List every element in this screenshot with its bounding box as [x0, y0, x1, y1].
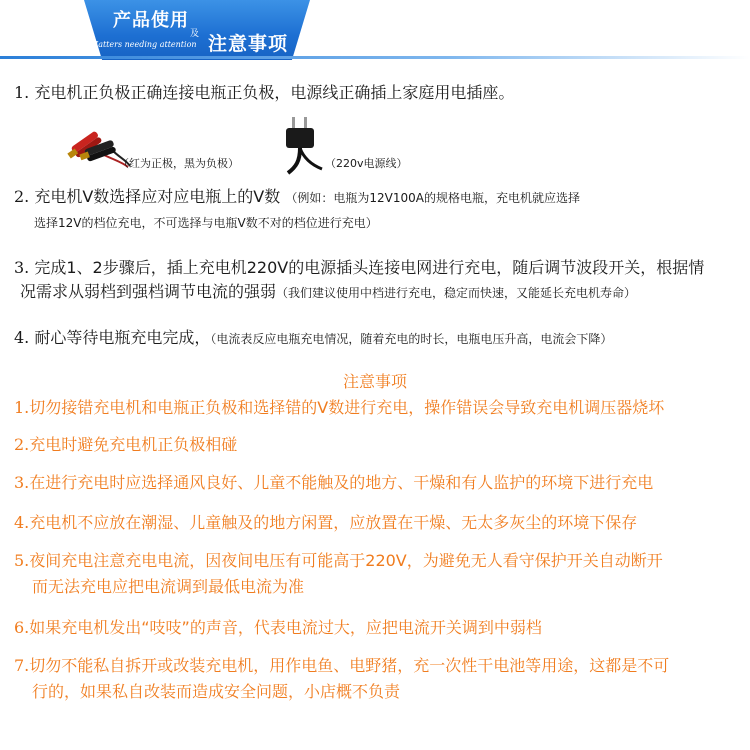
step-note: （例如：电瓶为12V100A的规格电瓶，充电机就应选择 — [285, 191, 580, 205]
header-amp: 及 — [190, 29, 200, 39]
notice-number: 7. — [14, 656, 30, 675]
notice-number: 6. — [14, 618, 30, 637]
usage-step-1 — [14, 81, 739, 105]
notice-item-3 — [14, 470, 739, 496]
notice-item-2 — [14, 432, 739, 458]
notice-number: 2. — [14, 435, 30, 454]
notice-text: 夜间充电注意充电电流，因夜间电压有可能高于220V，为避免无人看守保护开关自动断开 — [29, 551, 663, 570]
notice-item-5 — [14, 548, 739, 600]
clamp-caption: （红为正极，黑为负极） — [118, 157, 239, 170]
step-note: （我们建议使用中档进行充电，稳定而快速，又能延长充电机寿命） — [276, 286, 637, 300]
usage-step-3 — [14, 256, 739, 305]
usage-step-4 — [14, 326, 739, 351]
notice-number: 5. — [14, 551, 30, 570]
step-number: 1. — [14, 83, 30, 102]
notice-number: 1. — [14, 398, 30, 417]
header-title-usage: 产品使用 — [113, 10, 189, 31]
notice-title: 注意事项 — [342, 372, 407, 391]
notice-item-1 — [14, 395, 739, 421]
step-lead: 充电机V数选择应对应电瓶上的V数 — [34, 187, 281, 206]
notice-text: 如果充电机发出“吱吱”的声音，代表电流过大，应把电流开关调到中弱档 — [29, 618, 542, 637]
step-note-line2: 选择12V的档位充电，不可选择与电瓶V数不对的档位进行充电） — [34, 216, 378, 230]
header-subtitle: Matters needing attention — [90, 40, 197, 49]
step-line2: 况需求从弱档到强档调节电流的强弱 — [20, 282, 277, 301]
header-bar — [0, 0, 750, 58]
notice-text-line2: 而无法充电应把电流调到最低电流为准 — [32, 577, 305, 596]
header-underline — [0, 56, 750, 59]
notice-item-4 — [14, 510, 739, 536]
power-plug-image — [278, 117, 328, 175]
usage-step-2 — [14, 185, 739, 235]
step-note: （电流表反应电瓶充电情况，随着充电的时长，电瓶电压升高，电流会下降） — [210, 332, 613, 346]
notice-text: 在进行充电时应选择通风良好、儿童不能触及的地方、干燥和有人监护的环境下进行充电 — [29, 473, 654, 492]
step-number: 3. — [14, 258, 30, 277]
notice-number: 4. — [14, 513, 30, 532]
notice-text-line2: 行的，如果私自改装而造成安全问题，小店概不负责 — [32, 682, 401, 701]
plug-caption: （220v电源线） — [325, 157, 408, 170]
notice-text: 充电时避免充电机正负极相碰 — [29, 435, 238, 454]
header-title-notice: 注意事项 — [208, 33, 289, 55]
notice-number: 3. — [14, 473, 30, 492]
notice-text: 切勿接错充电机和电瓶正负极和选择错的V数进行充电，操作错误会导致充电机调压器烧坏 — [29, 398, 665, 417]
step-lead: 耐心等待电瓶充电完成， — [34, 328, 211, 347]
notice-text: 切勿不能私自拆开或改装充电机，用作电鱼、电野猪，充一次性干电池等用途，这都是不可 — [29, 656, 670, 675]
step-line1: 完成1、2步骤后，插上充电机220V的电源插头连接电网进行充电，随后调节波段开关，根据情 — [34, 258, 705, 277]
step-text: 充电机正负极正确连接电瓶正负极，电源线正确插上家庭用电插座。 — [34, 83, 515, 102]
step-number: 2. — [14, 187, 30, 206]
notice-text: 充电机不应放在潮湿、儿童触及的地方闲置，应放置在干燥、无太多灰尘的环境下保存 — [29, 513, 638, 532]
notice-item-6 — [14, 615, 739, 641]
notice-item-7 — [14, 653, 739, 705]
step-number: 4. — [14, 328, 30, 347]
